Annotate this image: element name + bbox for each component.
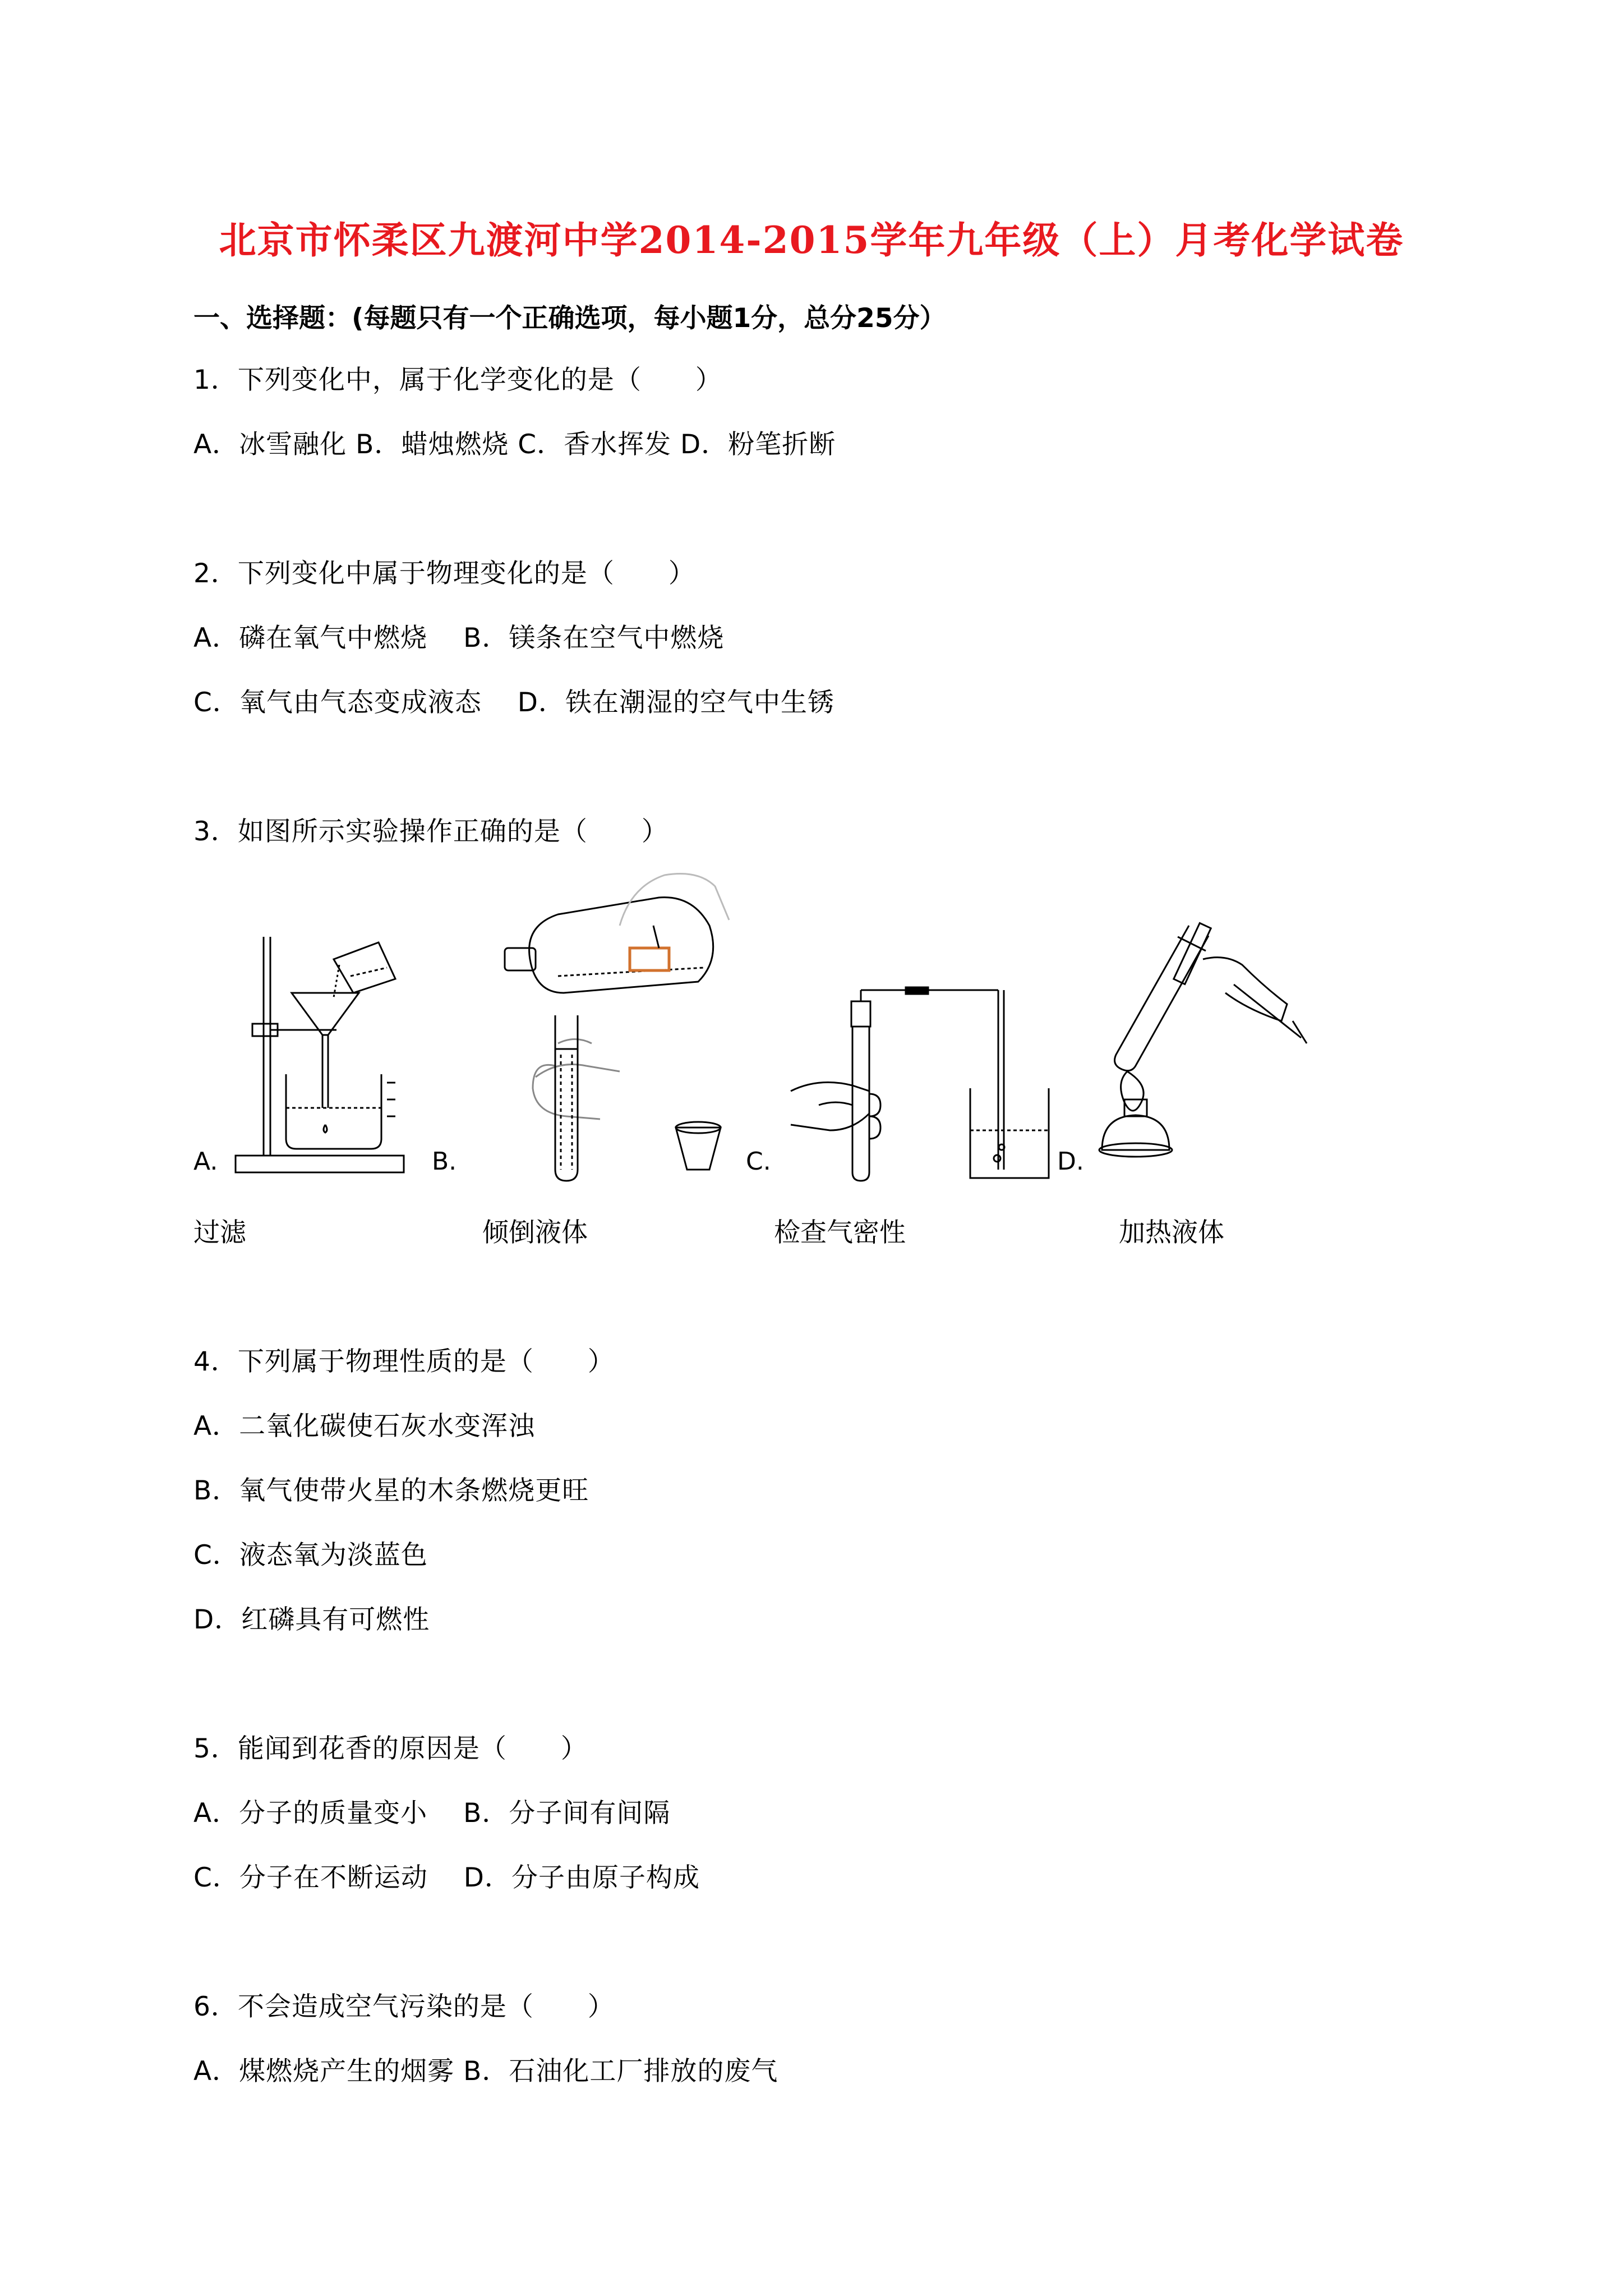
airtightness-check-figure xyxy=(785,987,1049,1184)
figure-option-a-caption: 过滤 xyxy=(193,1217,246,1248)
pouring-liquid-figure xyxy=(474,864,743,1184)
question-5-options-row-1: A．分子的质量变小 B．分子间有间隔 xyxy=(193,1798,671,1829)
figure-option-d-letter: D. xyxy=(1057,1147,1084,1176)
figure-option-c-letter: C. xyxy=(746,1147,771,1176)
question-4-option-c: C．液态氧为淡蓝色 xyxy=(193,1540,428,1571)
question-4-option-a: A．二氧化碳使石灰水变浑浊 xyxy=(193,1411,536,1442)
question-4-stem: 4．下列属于物理性质的是（ ） xyxy=(193,1346,615,1377)
figure-option-b-letter: B. xyxy=(432,1147,457,1176)
page-title: 北京市怀柔区九渡河中学2014-2015学年九年级（上）月考化学试卷 xyxy=(219,218,1404,262)
question-5-options-row-2: C．分子在不断运动 D．分子由原子构成 xyxy=(193,1862,700,1893)
question-6-stem: 6．不会造成空气污染的是（ ） xyxy=(193,1991,615,2022)
filtration-apparatus-figure xyxy=(224,914,426,1184)
figure-option-b-caption: 倾倒液体 xyxy=(482,1217,588,1248)
question-2-stem: 2．下列变化中属于物理变化的是（ ） xyxy=(193,558,695,589)
question-2-options-row-2: C．氧气由气态变成液态 D．铁在潮湿的空气中生锈 xyxy=(193,687,834,718)
question-2-options-row-1: A．磷在氧气中燃烧 B．镁条在空气中燃烧 xyxy=(193,623,725,654)
figure-option-d-caption: 加热液体 xyxy=(1119,1217,1224,1248)
question-6-options: A．煤燃烧产生的烟雾 B．石油化工厂排放的废气 xyxy=(193,2056,778,2087)
heating-liquid-figure xyxy=(1094,903,1318,1184)
figure-option-c-caption: 检查气密性 xyxy=(774,1217,906,1248)
question-1-options: A．冰雪融化 B．蜡烛燃烧 C．香水挥发 D．粉笔折断 xyxy=(193,429,836,460)
question-4-option-b: B．氧气使带火星的木条燃烧更旺 xyxy=(193,1475,589,1506)
section-heading: 一、选择题：(每题只有一个正确选项，每小题1分，总分25分） xyxy=(193,303,946,334)
question-1-stem: 1．下列变化中，属于化学变化的是（ ） xyxy=(193,365,722,395)
figure-option-a-letter: A. xyxy=(193,1147,218,1176)
question-3-stem: 3．如图所示实验操作正确的是（ ） xyxy=(193,816,668,847)
question-4-option-d: D．红磷具有可燃性 xyxy=(193,1604,430,1635)
question-5-stem: 5．能闻到花香的原因是（ ） xyxy=(193,1733,588,1764)
